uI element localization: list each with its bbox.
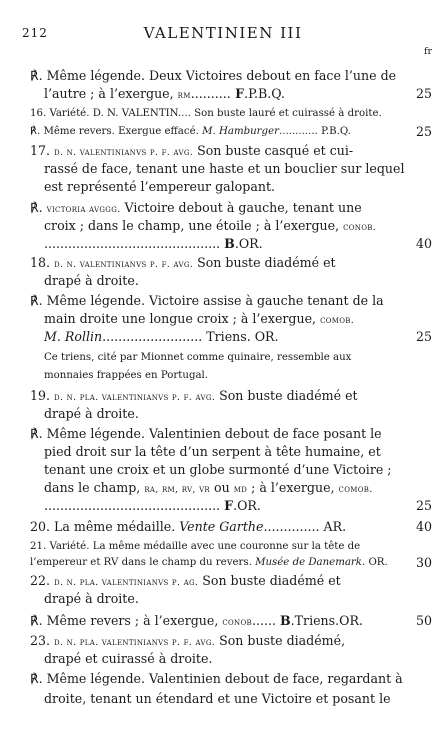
price-value: 50 <box>415 613 432 628</box>
legend-small-caps: d. n. valentinianvs p. f. avg. <box>54 147 194 158</box>
text-segment: ℟. Même légende. Valentinien debout de face posant le <box>30 426 382 441</box>
text-segment: ............................................ <box>44 498 225 513</box>
text-segment: l’empereur et RV dans le champ du revers. <box>30 557 256 568</box>
rarity-letter: F <box>224 498 234 513</box>
text-segment: ℟. <box>30 200 47 215</box>
text-segment: Victoire debout à gauche, tenant une <box>120 200 362 215</box>
text-line <box>30 200 362 217</box>
text-line <box>44 236 263 251</box>
text-line <box>44 218 376 235</box>
text-segment: ℟. Même légende. Valentinien debout de face, regardant à <box>30 671 403 686</box>
legend-small-caps: d. n. pla. valentinianvs p. f. avg. <box>54 392 216 403</box>
text-segment: droite, tenant un étendard et une Victoire et posant le <box>44 691 391 706</box>
legend-small-caps: d. n. valentinianvs p. f. avg. <box>54 259 194 270</box>
text-line <box>30 106 382 121</box>
text-line <box>30 426 382 441</box>
price-value: 40 <box>415 519 432 534</box>
text-segment: ℟. Même revers ; à l’exergue, <box>30 613 223 628</box>
text-line <box>44 480 373 497</box>
text-segment: ; à l’exergue, <box>247 480 339 495</box>
text-segment: drapé à droite. <box>44 273 139 288</box>
text-segment: pied droit sur la tête d’un serpent à tête humaine, et <box>44 444 381 459</box>
text-segment: 20. La même médaille. <box>30 519 180 534</box>
italic-reference: Vente Garthe <box>179 519 264 534</box>
text-segment: drapé à droite. <box>44 406 139 421</box>
legend-small-caps: md <box>233 484 248 495</box>
text-line <box>30 613 363 630</box>
running-title: VALENTINIEN III <box>143 24 303 42</box>
text-segment: monnaies frappées en Portugal. <box>44 370 209 381</box>
text-segment: tenant une croix et un globe surmonté d’une Victoire ; <box>44 462 392 477</box>
rarity-letter: B <box>224 236 235 251</box>
legend-small-caps: ra, rm, rv, vr <box>144 484 210 495</box>
text-segment: .OR. <box>234 236 263 251</box>
text-line <box>44 591 139 606</box>
text-line <box>30 143 353 160</box>
currency-unit: fr <box>423 46 432 57</box>
text-segment: Ce triens, cité par Mionnet comme quinaire, ressemble aux <box>44 352 352 363</box>
text-segment: ......................... Triens. OR. <box>102 329 279 344</box>
legend-small-caps: rm <box>177 90 191 101</box>
text-line <box>30 293 384 308</box>
text-segment: 23. <box>30 633 55 648</box>
text-line <box>30 573 341 590</box>
text-segment: ............ P.B.Q. <box>278 126 351 137</box>
text-line <box>30 539 360 554</box>
text-segment: drapé et cuirassé à droite. <box>44 651 213 666</box>
text-segment: rassé de face, tenant une haste et un bouclier sur lequel <box>44 161 405 176</box>
text-line <box>30 255 336 272</box>
text-segment: Son buste diadémé, <box>215 633 346 648</box>
price-value: 25 <box>415 86 432 101</box>
rarity-letter: B <box>279 613 291 628</box>
text-line <box>44 329 279 344</box>
text-segment: est représenté l’empereur galopant. <box>44 179 276 194</box>
legend-small-caps: d. n. pla. valentinianvs p. ag. <box>54 577 199 588</box>
legend-small-caps: conob <box>222 617 252 628</box>
text-segment: 21. Variété. La même médaille avec une couronne sur la tête de <box>30 541 361 552</box>
price-value: 40 <box>415 236 432 251</box>
text-line <box>30 68 396 83</box>
legend-small-caps: victoria avggg. <box>46 204 121 215</box>
text-line <box>30 671 403 686</box>
price-value: 25 <box>415 329 432 344</box>
text-segment: ou <box>210 480 234 495</box>
text-segment: 19. <box>30 388 55 403</box>
text-segment: croix ; dans le champ, une étoile ; à l’exergue, <box>44 218 344 233</box>
rarity-letter: F <box>230 86 245 101</box>
text-segment: ...... <box>251 613 280 628</box>
text-segment: dans le champ, <box>44 480 145 495</box>
text-line <box>44 462 392 477</box>
text-line <box>44 179 275 194</box>
text-segment: Son buste casqué et cui- <box>193 143 354 158</box>
italic-reference: Musée de Danemark. <box>255 557 366 568</box>
text-segment: 17. <box>30 143 55 158</box>
legend-small-caps: conob. <box>343 222 377 233</box>
text-segment: ............................................ <box>44 236 225 251</box>
price-value: 25 <box>415 498 432 513</box>
text-segment: .P.B.Q. <box>244 86 285 101</box>
legend-small-caps: comob. <box>320 315 355 326</box>
text-segment: 22. <box>30 573 55 588</box>
text-segment: main droite une longue croix ; à l’exergue, <box>44 311 321 326</box>
text-line <box>30 633 345 650</box>
text-segment: ℟. Même légende. Deux Victoires debout en face l’une de <box>30 68 397 83</box>
italic-reference: M. Rollin <box>44 329 103 344</box>
text-line <box>44 368 208 383</box>
text-line <box>30 555 388 570</box>
text-segment: Son buste diadémé et <box>215 388 358 403</box>
price-value: 30 <box>415 555 432 570</box>
text-line <box>44 691 391 706</box>
text-line <box>44 498 261 513</box>
text-segment: ℟. Même légende. Victoire assise à gauche tenant de la <box>30 293 384 308</box>
text-segment: .Triens.OR. <box>290 613 363 628</box>
legend-small-caps: comob. <box>338 484 373 495</box>
text-segment: 18. <box>30 255 55 270</box>
text-line <box>30 519 346 534</box>
legend-small-caps: d. n. pla. valentinianvs p. f. avg. <box>54 637 216 648</box>
italic-reference: M. Hamburger <box>202 126 279 137</box>
text-line <box>30 388 358 405</box>
text-segment: l’autre ; à l’exergue, <box>44 86 178 101</box>
text-line <box>44 651 212 666</box>
text-line <box>44 350 351 365</box>
text-line <box>44 444 381 459</box>
text-line <box>44 406 139 421</box>
text-segment: 16. Variété. D. N. VALENTIN.... Son buste lauré et cuirassé à droite. <box>30 108 382 119</box>
text-line <box>44 86 285 103</box>
text-segment: .OR. <box>233 498 261 513</box>
price-value: 25 <box>415 124 432 139</box>
text-segment: .......... <box>190 86 231 101</box>
text-line <box>44 161 405 176</box>
page-number: 212 <box>22 26 48 40</box>
text-segment: OR. <box>365 557 388 568</box>
text-segment: .............. AR. <box>263 519 347 534</box>
text-line <box>44 311 354 328</box>
text-segment: Son buste diadémé et <box>198 573 341 588</box>
text-line <box>44 273 139 288</box>
text-line <box>30 124 351 139</box>
text-segment: drapé à droite. <box>44 591 139 606</box>
text-segment: Son buste diadémé et <box>193 255 336 270</box>
text-segment: ℟. Même revers. Exergue effacé. <box>30 126 203 137</box>
